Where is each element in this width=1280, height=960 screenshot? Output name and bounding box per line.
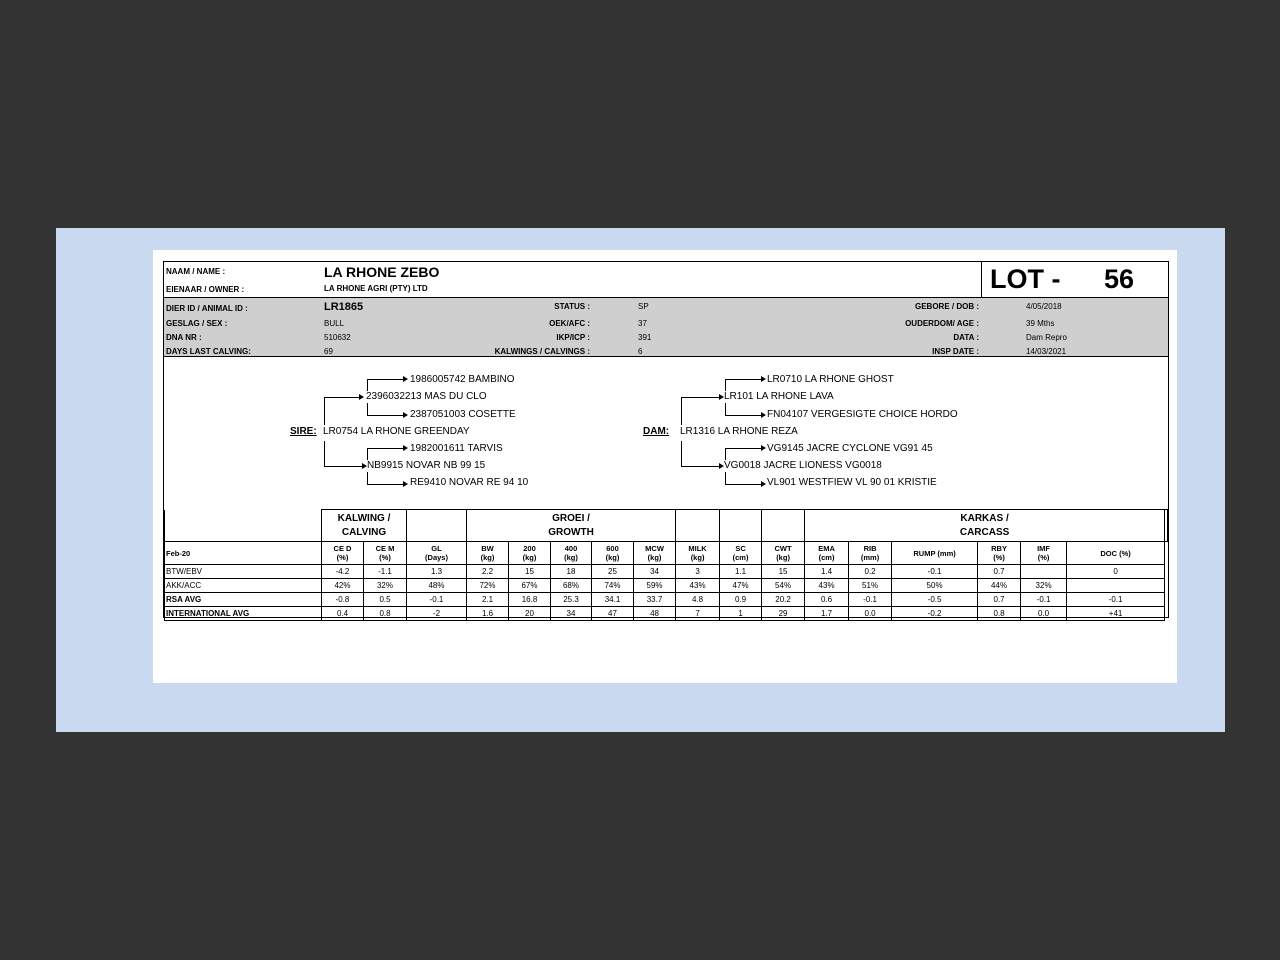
group-growth-line1: GROEI / xyxy=(552,512,590,524)
table-cell: -0.1 xyxy=(1021,593,1067,607)
arrow-right-icon xyxy=(403,481,408,487)
column-header-unit: (kg) xyxy=(776,553,790,562)
column-header xyxy=(322,542,364,565)
table-cell: 1.4 xyxy=(805,565,849,579)
table-cell: -1.1 xyxy=(364,565,407,579)
dam-branch-up-h xyxy=(681,397,719,398)
connector-line xyxy=(367,448,368,460)
sire-dam-sire-name: 1982001611 TARVIS xyxy=(410,443,503,454)
connector-line xyxy=(725,379,726,391)
column-header-unit: (%) xyxy=(336,553,349,562)
table-cell: -0.1 xyxy=(849,593,892,607)
days-calving-label: DAYS LAST CALVING: xyxy=(166,347,251,356)
age-label: OUDERDOM/ AGE : xyxy=(905,319,979,328)
oek-label: OEK/AFC : xyxy=(549,319,590,328)
connector-line xyxy=(725,448,761,449)
column-header-name: BW xyxy=(481,544,494,553)
table-cell: 16.8 xyxy=(509,593,551,607)
arrow-right-icon xyxy=(761,445,766,451)
column-header-name: SC xyxy=(735,544,746,553)
column-header xyxy=(676,542,720,565)
table-cell: 67% xyxy=(509,579,551,593)
column-header-name: CWT xyxy=(774,544,792,553)
table-cell: 43% xyxy=(805,579,849,593)
group-carcass xyxy=(805,510,1165,542)
table-cell: -0.8 xyxy=(322,593,364,607)
column-header xyxy=(467,542,509,565)
table-cell: 20 xyxy=(509,607,551,621)
column-header-unit: (kg) xyxy=(564,553,578,562)
column-header-unit: (cm) xyxy=(818,553,835,562)
column-header xyxy=(762,542,805,565)
table-row xyxy=(165,579,1168,593)
table-cell: 59% xyxy=(634,579,676,593)
table-cell: 25.3 xyxy=(551,593,592,607)
table-cell: 0.7 xyxy=(978,593,1021,607)
column-header-name: RIB xyxy=(863,544,877,553)
table-row xyxy=(165,607,1168,621)
sire-branch-down-h xyxy=(324,466,362,467)
table-cell: -0.2 xyxy=(892,607,978,621)
table-cell: 4.8 xyxy=(676,593,720,607)
table-cell: 0.9 xyxy=(720,593,762,607)
row-label: BTW/EBV xyxy=(165,565,322,579)
table-cell: 2.1 xyxy=(467,593,509,607)
column-header-row xyxy=(165,542,1168,565)
column-header xyxy=(634,542,676,565)
animal-name: LA RHONE ZEBO xyxy=(324,264,440,280)
table-cell: 2.2 xyxy=(467,565,509,579)
column-header xyxy=(551,542,592,565)
lot-label: LOT - xyxy=(990,264,1061,294)
connector-line xyxy=(367,415,403,416)
column-header-unit: (mm) xyxy=(860,553,880,562)
group-cell-empty xyxy=(407,510,467,542)
table-cell: 34 xyxy=(551,607,592,621)
column-header xyxy=(509,542,551,565)
sire-name: LR0754 LA RHONE GREENDAY xyxy=(323,426,470,437)
sire-label: SIRE: xyxy=(290,426,317,437)
column-header-name: 400 xyxy=(564,544,578,553)
dam-branch-down xyxy=(681,441,682,466)
column-header-unit: (kg) xyxy=(605,553,620,562)
dam-branch-down-h xyxy=(681,466,719,467)
column-header-name: CE M xyxy=(375,544,395,553)
dob-value: 4/05/2018 xyxy=(1026,302,1062,311)
arrow-right-icon xyxy=(359,394,364,400)
sire-dam-name: NB9915 NOVAR NB 99 15 xyxy=(367,460,486,471)
column-header-name: MCW xyxy=(645,544,664,553)
column-header xyxy=(407,542,467,565)
column-header-unit: (kg) xyxy=(647,553,662,562)
ikp-label: IKP/ICP : xyxy=(556,333,590,342)
table-cell: 43% xyxy=(676,579,720,593)
table-cell: 54% xyxy=(762,579,805,593)
group-growth-line2: GROWTH xyxy=(548,526,594,538)
connector-line xyxy=(725,403,726,415)
table-cell: 1.3 xyxy=(407,565,467,579)
group-cell-empty xyxy=(762,510,805,542)
sire-sire-name: 2396032213 MAS DU CLO xyxy=(366,391,487,402)
table-cell: 32% xyxy=(1021,579,1067,593)
table-cell: 72% xyxy=(467,579,509,593)
status-label: STATUS : xyxy=(554,302,590,311)
group-cell-empty xyxy=(676,510,720,542)
dam-branch-up xyxy=(681,397,682,425)
data-label: DATA : xyxy=(953,333,979,342)
column-header xyxy=(592,542,634,565)
table-cell: 1.1 xyxy=(720,565,762,579)
calvings-value: 6 xyxy=(638,347,643,356)
table-cell: 0.6 xyxy=(805,593,849,607)
column-header-unit: (%) xyxy=(379,553,391,562)
table-cell: 48% xyxy=(407,579,467,593)
table-cell: 3 xyxy=(676,565,720,579)
dam-sire-sire-name: LR0710 LA RHONE GHOST xyxy=(767,374,894,385)
connector-line xyxy=(725,415,761,416)
table-cell: 1.7 xyxy=(805,607,849,621)
column-header-name: CE D xyxy=(333,544,352,553)
oek-value: 37 xyxy=(638,319,647,328)
dam-dam-sire-name: VG9145 JACRE CYCLONE VG91 45 xyxy=(767,443,933,454)
connector-line xyxy=(725,484,761,485)
column-header xyxy=(364,542,407,565)
connector-line xyxy=(725,379,761,380)
arrow-right-icon xyxy=(761,412,766,418)
row-label: RSA AVG xyxy=(165,593,322,607)
dam-sire-dam-name: FN04107 VERGESIGTE CHOICE HORDO xyxy=(767,409,958,420)
column-header-name: RUMP (mm) xyxy=(913,548,956,558)
days-calving-value: 69 xyxy=(324,347,333,356)
group-carcass-line1: KARKAS / xyxy=(960,512,1009,524)
sire-branch-up-h xyxy=(324,397,359,398)
table-cell: 47% xyxy=(720,579,762,593)
arrow-right-icon xyxy=(761,481,766,487)
connector-line xyxy=(367,379,368,391)
table-cell: 0.2 xyxy=(849,565,892,579)
column-header-unit: (%) xyxy=(993,553,1005,562)
group-carcass-line2: CARCASS xyxy=(959,526,1010,538)
sire-dam-dam-name: RE9410 NOVAR RE 94 10 xyxy=(410,477,529,488)
table-cell: 18 xyxy=(551,565,592,579)
owner-label: EIENAAR / OWNER : xyxy=(166,285,245,294)
table-cell: -0.1 xyxy=(892,565,978,579)
group-cell-empty xyxy=(1165,510,1168,542)
column-header xyxy=(978,542,1021,565)
table-cell: 34.1 xyxy=(592,593,634,607)
arrow-right-icon xyxy=(761,376,766,382)
sex-label: GESLAG / SEX : xyxy=(166,319,228,328)
ebv-rows xyxy=(165,565,1168,621)
column-header-name: 200 xyxy=(523,544,536,553)
column-header-name: RBY xyxy=(991,544,1007,553)
table-cell: 7 xyxy=(676,607,720,621)
sex-value: BULL xyxy=(324,319,345,328)
dam-name: LR1316 LA RHONE REZA xyxy=(680,426,798,437)
status-value: SP xyxy=(638,302,649,311)
lot-box xyxy=(981,262,1168,297)
column-header-unit: (kg) xyxy=(522,553,537,562)
dam-dam-name: VG0018 JACRE LIONESS VG0018 xyxy=(724,460,882,471)
table-cell: 50% xyxy=(892,579,978,593)
column-header-name: MILK xyxy=(688,544,707,553)
animal-id: LR1865 xyxy=(324,301,364,313)
column-header-name: EMA xyxy=(818,544,835,553)
table-cell: -0.1 xyxy=(1067,593,1165,607)
table-cell: -0.5 xyxy=(892,593,978,607)
column-header xyxy=(720,542,762,565)
table-cell: 0.8 xyxy=(978,607,1021,621)
sire-branch-up xyxy=(324,397,325,425)
table-cell: 34 xyxy=(634,565,676,579)
table-cell: 15 xyxy=(762,565,805,579)
insp-date-value: 14/03/2021 xyxy=(1026,347,1067,356)
row-label: INTERNATIONAL AVG xyxy=(165,607,322,621)
connector-line xyxy=(367,448,403,449)
table-cell: 42% xyxy=(322,579,364,593)
dna-label: DNA NR : xyxy=(166,333,202,342)
connector-line xyxy=(367,403,368,415)
column-header-unit: (cm) xyxy=(732,553,749,562)
column-header xyxy=(1021,542,1067,565)
insp-date-label: INSP DATE : xyxy=(932,347,979,356)
group-calving xyxy=(322,510,407,542)
table-cell: 51% xyxy=(849,579,892,593)
table-cell: 0.7 xyxy=(978,565,1021,579)
table-cell: 0 xyxy=(1067,565,1165,579)
connector-line xyxy=(725,472,726,484)
table-cell: 1.6 xyxy=(467,607,509,621)
table-cell: +41 xyxy=(1067,607,1165,621)
table-cell: 1 xyxy=(720,607,762,621)
table-cell: 48 xyxy=(634,607,676,621)
table-cell: 0.0 xyxy=(849,607,892,621)
column-header-name: GL xyxy=(431,544,442,553)
animal-id-label: DIER ID / ANIMAL ID : xyxy=(166,304,248,313)
column-header-unit: (Days) xyxy=(425,553,448,562)
column-header xyxy=(805,542,849,565)
table-cell: 47 xyxy=(592,607,634,621)
table-cell: -2 xyxy=(407,607,467,621)
row-label: AKK/ACC xyxy=(165,579,322,593)
ebv-table xyxy=(164,509,1168,621)
table-cell xyxy=(1067,579,1165,593)
table-cell: 0.8 xyxy=(364,607,407,621)
data-value: Dam Repro xyxy=(1026,333,1067,342)
table-cell: 0.5 xyxy=(364,593,407,607)
table-cell: 32% xyxy=(364,579,407,593)
table-cell: 20.2 xyxy=(762,593,805,607)
column-header-name: IMF xyxy=(1037,544,1051,553)
lot-card xyxy=(163,261,1169,618)
group-calving-line2: CALVING xyxy=(341,526,387,538)
table-cell xyxy=(1021,565,1067,579)
connector-line xyxy=(367,472,368,484)
column-header-name: 600 xyxy=(606,544,619,553)
column-header xyxy=(1067,542,1165,565)
connector-line xyxy=(367,484,403,485)
table-cell: -0.1 xyxy=(407,593,467,607)
dam-sire-name: LR101 LA RHONE LAVA xyxy=(724,391,834,402)
column-header-unit: (kg) xyxy=(480,553,495,562)
connector-line xyxy=(367,379,403,380)
group-calving-line1: KALWING / xyxy=(337,512,391,524)
group-header-row xyxy=(165,510,1168,542)
lot-number: 56 xyxy=(1104,264,1135,294)
sire-branch-down xyxy=(324,441,325,466)
column-header-unit: (kg) xyxy=(690,553,705,562)
sire-sire-dam-name: 2387051003 COSETTE xyxy=(410,409,516,420)
arrow-right-icon xyxy=(403,412,408,418)
ikp-value: 391 xyxy=(638,333,652,342)
period-label: Feb-20 xyxy=(165,542,322,565)
group-growth xyxy=(467,510,676,542)
table-cell: 68% xyxy=(551,579,592,593)
owner-name: LA RHONE AGRI (PTY) LTD xyxy=(324,284,428,293)
dam-dam-dam-name: VL901 WESTFIEW VL 90 01 KRISTIE xyxy=(767,477,937,488)
card-header xyxy=(164,262,1168,297)
column-header xyxy=(892,542,978,565)
pedigree-tree xyxy=(164,357,1168,509)
table-cell: 44% xyxy=(978,579,1021,593)
table-cell: -4.2 xyxy=(322,565,364,579)
column-header xyxy=(849,542,892,565)
table-cell: 15 xyxy=(509,565,551,579)
dna-value: 510632 xyxy=(324,333,351,342)
column-header-name: DOC (%) xyxy=(1100,548,1131,558)
animal-info xyxy=(164,297,1168,357)
column-header-unit: (%) xyxy=(1037,553,1050,562)
dam-label: DAM: xyxy=(643,426,670,437)
group-cell-empty xyxy=(720,510,762,542)
connector-line xyxy=(725,448,726,460)
table-row xyxy=(165,593,1168,607)
table-cell: 25 xyxy=(592,565,634,579)
sire-sire-sire-name: 1986005742 BAMBINO xyxy=(410,374,515,385)
table-cell: 33.7 xyxy=(634,593,676,607)
group-cell-empty xyxy=(165,510,322,542)
dob-label: GEBORE / DOB : xyxy=(914,302,979,311)
table-cell: 0.4 xyxy=(322,607,364,621)
calvings-label: KALWINGS / CALVINGS : xyxy=(494,347,590,356)
table-cell: 74% xyxy=(592,579,634,593)
arrow-right-icon xyxy=(403,376,408,382)
table-cell: 0.0 xyxy=(1021,607,1067,621)
age-value: 39 Mths xyxy=(1026,319,1055,328)
arrow-right-icon xyxy=(403,445,408,451)
table-cell: 29 xyxy=(762,607,805,621)
name-label: NAAM / NAME : xyxy=(166,267,226,276)
table-row xyxy=(165,565,1168,579)
